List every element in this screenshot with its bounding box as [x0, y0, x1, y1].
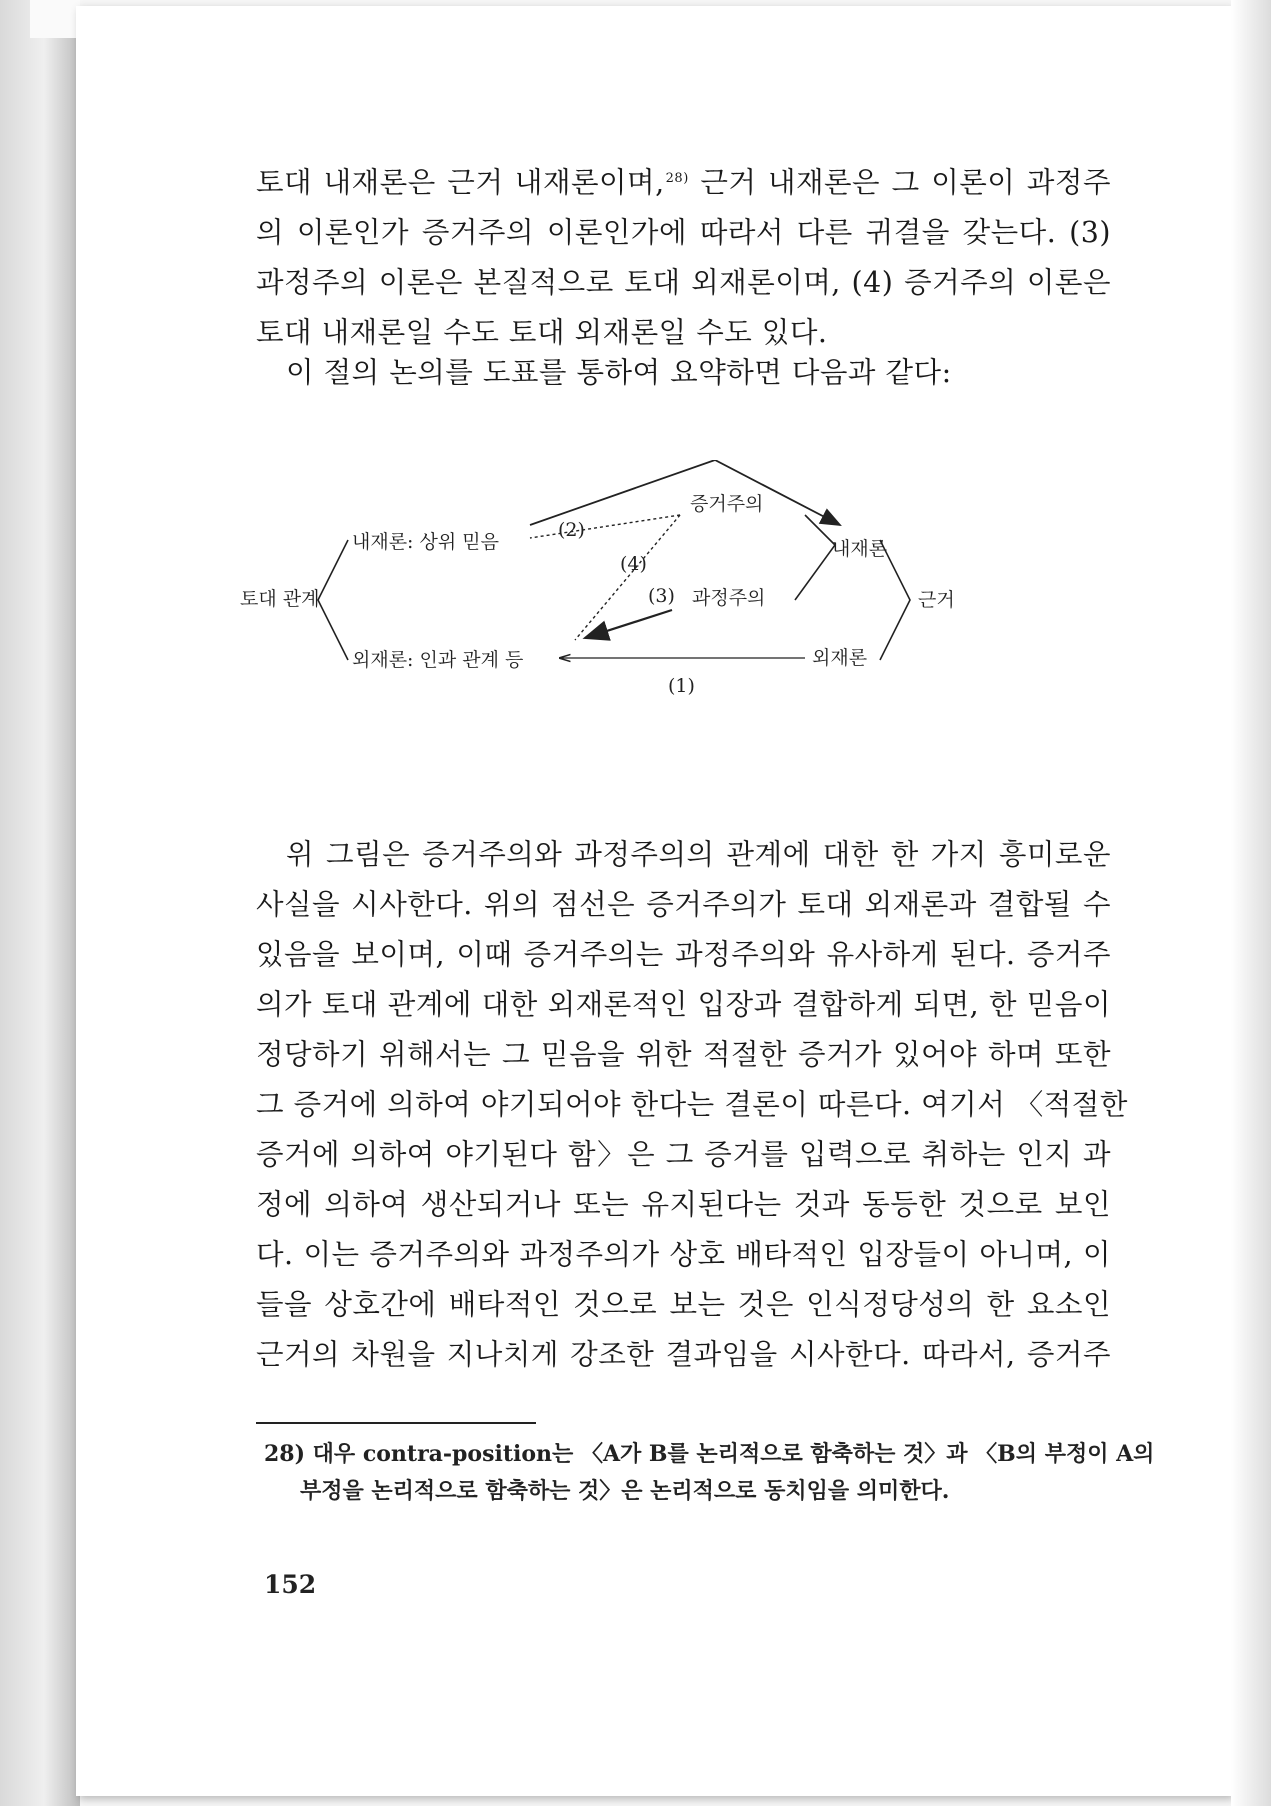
evidentialism-bracket: [795, 515, 835, 600]
text-line: 사실을 시사한다. 위의 점선은 증거주의가 토대 외재론과 결합될 수: [256, 888, 1111, 921]
text-line: 과정주의 이론은 본질적으로 토대 외재론이며, (4) 증거주의 이론은: [256, 266, 1111, 299]
text-line: 토대 내재론은 근거 내재론이며,$^{28)}$ 근거 내재론은 그 이론이 과정주: [256, 166, 1111, 199]
label-externalism-left: 외재론: 인과 관계 등: [352, 649, 524, 671]
label-evidentialism: 증거주의: [690, 493, 764, 515]
label-root-right: 근거: [918, 589, 955, 611]
label-4: (4): [620, 553, 647, 575]
paragraph-3: [256, 830, 1128, 1380]
label-internalism-right: 내재론: [832, 538, 888, 560]
text-line: 의가 토대 관계에 대한 외재론적인 입장과 결합하게 되면, 한 믿음이: [256, 988, 1111, 1021]
text-line: 들을 상호간에 배타적인 것으로 보는 것은 인식정당성의 한 요소인: [256, 1288, 1111, 1321]
label-1: (1): [668, 675, 695, 697]
footnote: [264, 1436, 1155, 1510]
text-line: 정당하기 위해서는 그 믿음을 위한 적절한 증거가 있어야 하며 또한: [256, 1038, 1111, 1071]
dotted-line-top: [530, 515, 680, 538]
footnote-divider: [256, 1422, 536, 1424]
text-line: 토대 내재론일 수도 토대 외재론일 수도 있다.: [256, 316, 828, 349]
arrow-3: [585, 610, 672, 638]
label-3: (3): [648, 585, 675, 607]
page-number: 152: [264, 1570, 317, 1599]
label-root-left: 토대 관계: [240, 588, 320, 610]
text-line: 정에 의하여 생산되거나 또는 유지된다는 것과 동등한 것으로 보인: [256, 1188, 1111, 1221]
text-line: 근거의 차원을 지나치게 강조한 결과임을 시사한다. 따라서, 증거주: [256, 1338, 1111, 1371]
text-line: 위 그림은 증거주의와 과정주의의 관계에 대한 한 가지 흥미로운: [286, 838, 1111, 871]
text-line: 다. 이는 증거주의와 과정주의가 상호 배타적인 입장들이 아니며, 이: [256, 1238, 1111, 1271]
footnote-line: 28) 대우 contra-position는 〈A가 B를 논리적으로 함축하는 것〉과 〈B의 부정이 A의: [264, 1441, 1155, 1467]
paragraph-1: [256, 158, 1111, 358]
relationship-diagram: [240, 460, 1140, 760]
page-shadow: [1231, 0, 1271, 1806]
text-line: 있음을 보이며, 이때 증거주의는 과정주의와 유사하게 된다. 증거주: [256, 938, 1111, 971]
text-line: 그 증거에 의하여 야기되어야 한다는 결론이 따른다. 여기서 〈적절한: [256, 1088, 1128, 1121]
book-edge: [0, 0, 80, 1806]
text-line: 증거에 의하여 야기된다 함〉은 그 증거를 입력으로 취하는 인지 과: [256, 1138, 1111, 1171]
label-2: (2): [558, 519, 585, 541]
label-processism: 과정주의: [692, 587, 766, 609]
left-bracket: [318, 540, 348, 660]
arrow-2: [530, 460, 840, 525]
paragraph-2: [256, 348, 1111, 398]
dotted-line-4: [575, 515, 680, 640]
book-edge-corner: [30, 0, 80, 38]
footnote-line: 부정을 논리적으로 함축하는 것〉은 논리적으로 동치임을 의미한다.: [300, 1478, 950, 1504]
footnote-reference: 28): [665, 170, 689, 186]
label-externalism-right: 외재론: [812, 647, 868, 669]
label-internalism-left: 내재론: 상위 믿음: [352, 531, 499, 553]
text-line: 이 절의 논의를 도표를 통하여 요약하면 다음과 같다:: [286, 356, 952, 389]
text-line: 의 이론인가 증거주의 이론인가에 따라서 다른 귀결을 갖는다. (3): [256, 216, 1111, 249]
